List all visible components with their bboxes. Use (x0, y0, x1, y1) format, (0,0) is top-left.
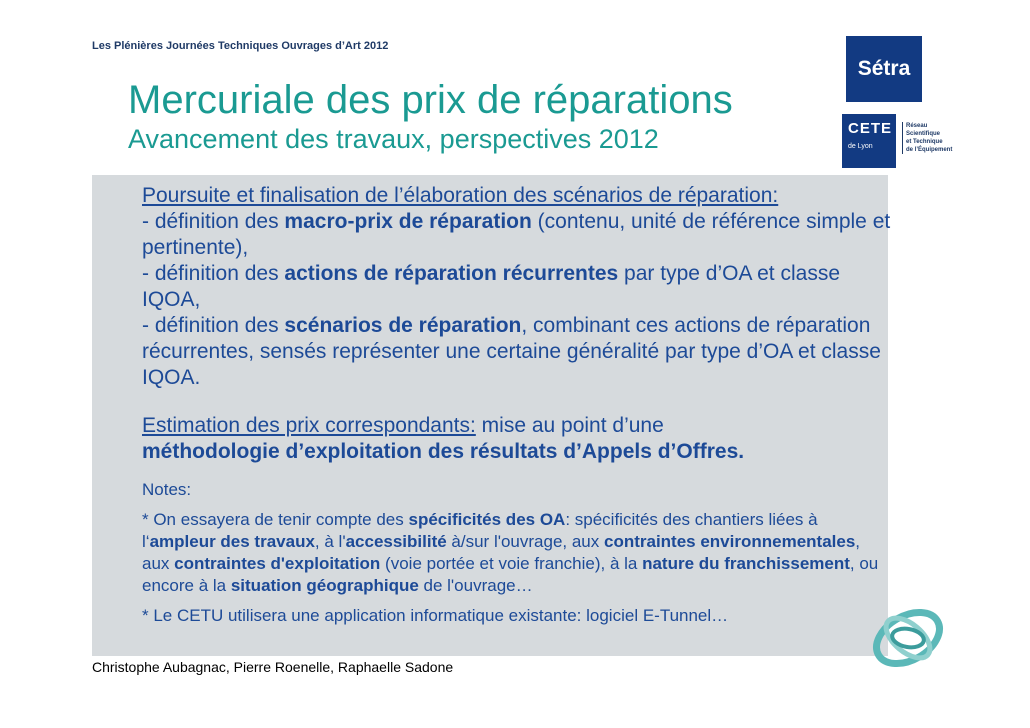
item-text: - définition des (142, 314, 285, 337)
slide-subtitle: Avancement des travaux, perspectives 2012 (128, 124, 659, 154)
section1 (142, 183, 892, 391)
item-text: - définition des (142, 262, 285, 285)
reseau-label (902, 122, 966, 154)
item-bold: scénarios de réparation (284, 314, 522, 337)
cete-logo-small: de Lyon (848, 143, 873, 150)
note-text: à/sur l'ouvrage, aux (446, 532, 604, 551)
section1-item (142, 209, 892, 261)
note-bold: ampleur des travaux (149, 532, 315, 551)
note-item (142, 509, 892, 597)
section1-heading: Poursuite et finalisation de l’élaboration des scénarios de réparation: (142, 184, 779, 207)
event-header: Les Plénières Journées Techniques Ouvrages d’Art 2012 (92, 40, 389, 52)
section2-bold: méthodologie d’exploitation des résultats d’Appels d’Offres. (142, 440, 745, 463)
note-bold: contraintes environnementales (603, 532, 856, 551)
item-text: par type d’OA et classe IQOA, (142, 262, 841, 311)
note-bold: accessibilité (345, 532, 447, 551)
cete-logo (842, 114, 896, 168)
note-text: , ou encore à la (142, 554, 879, 595)
note-text: de l'ouvrage… (418, 576, 533, 595)
item-bold: macro-prix de réparation (284, 210, 532, 233)
reseau-line: de l’Équipement (906, 147, 953, 153)
reseau-line: Réseau (906, 123, 928, 129)
notes-label: Notes: (142, 480, 192, 499)
note-text: : spécificités des chantiers liées à l‘ (142, 510, 818, 551)
note-bold: situation géographique (230, 576, 419, 595)
swirl-logo-icon (868, 598, 948, 678)
reseau-line: Scientifique (906, 131, 941, 137)
section2-line (142, 413, 892, 439)
section2-text: mise au point d’une (475, 414, 664, 437)
item-bold: actions de réparation récurrentes (284, 262, 619, 285)
note-text: * On essayera de tenir compte des (142, 510, 409, 529)
note-item: * Le CETU utilisera une application informatique existante: logiciel E-Tunnel… (142, 606, 729, 625)
section2-heading: Estimation des prix correspondants: (142, 414, 476, 437)
footer-authors: Christophe Aubagnac, Pierre Roenelle, Raphaelle Sadone (92, 659, 454, 675)
item-text: , combinant ces actions de réparation récurrentes, sensés représenter une certaine généralité par type d’OA et classe IQOA. (142, 314, 881, 389)
item-text: (contenu, unité de référence simple et pertinente), (142, 210, 891, 259)
slide-title: Mercuriale des prix de réparations (128, 78, 733, 122)
section1-item (142, 313, 892, 391)
note-text: , aux (142, 532, 861, 573)
note-text: , à l' (314, 532, 346, 551)
section2 (142, 413, 892, 465)
note-bold: nature du franchissement (642, 554, 850, 573)
note-bold: spécificités des OA (408, 510, 566, 529)
notes (142, 509, 892, 627)
content (142, 183, 892, 627)
reseau-line: et Technique (906, 139, 943, 145)
note-bold: contraintes d'exploitation (174, 554, 381, 573)
section1-item (142, 261, 892, 313)
setra-logo (846, 36, 922, 102)
setra-logo-text: Sétra (857, 57, 911, 80)
cete-logo-big: CETE (848, 120, 893, 137)
note-text: (voie portée et voie franchie), à la (380, 554, 643, 573)
item-text: - définition des (142, 210, 285, 233)
